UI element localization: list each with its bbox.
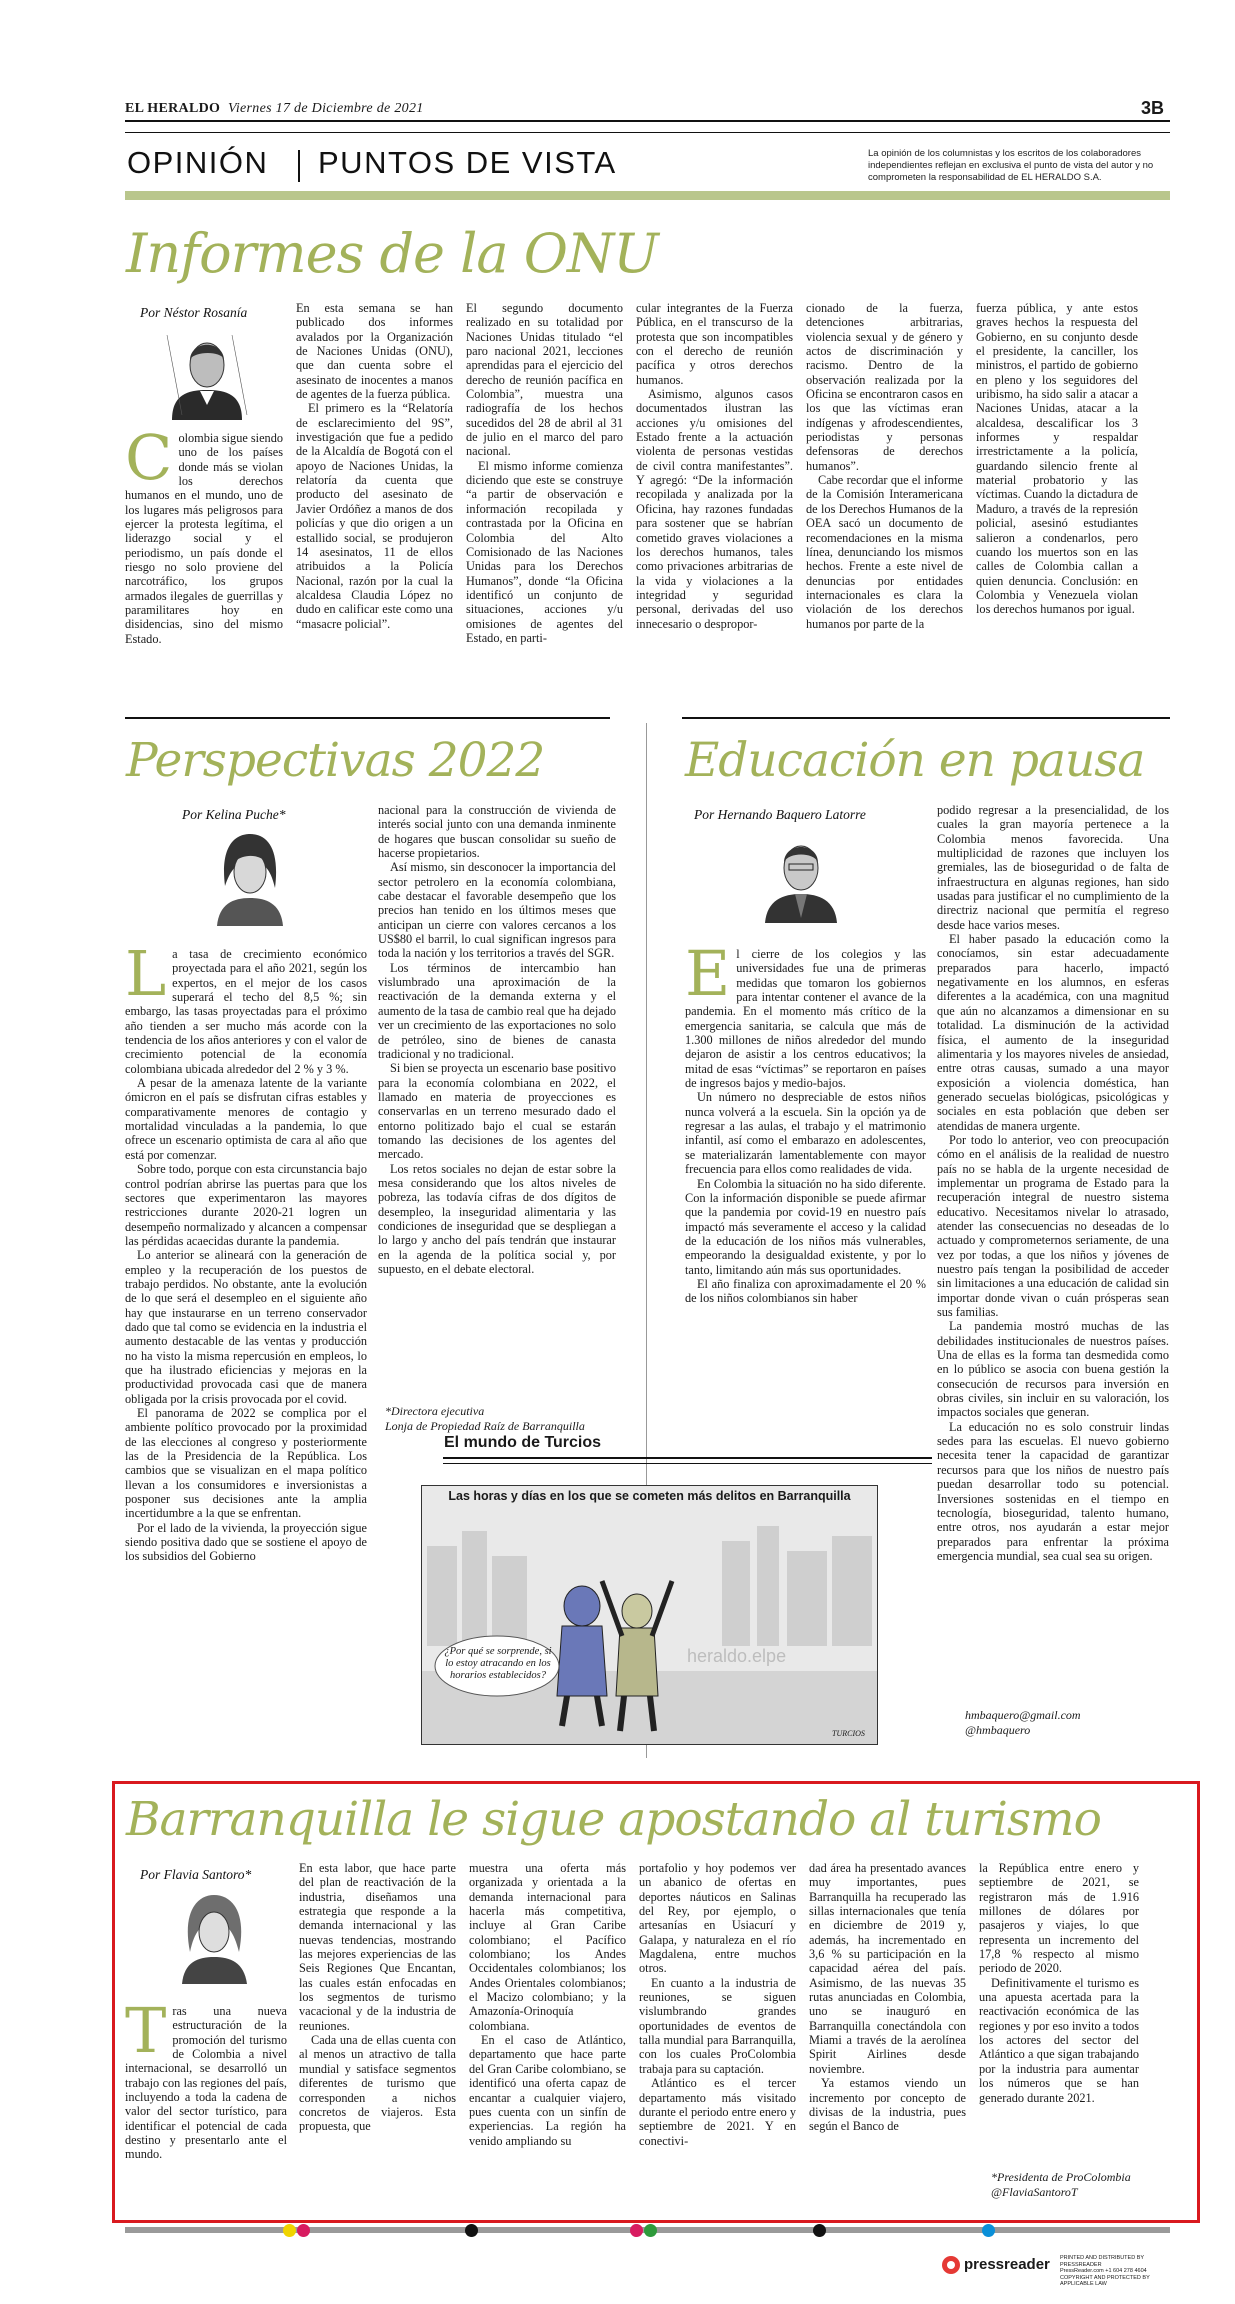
cartoon-section-title: El mundo de Turcios <box>444 1434 602 1451</box>
article4-col4 <box>639 1861 796 2209</box>
paragraph: A pesar de la amenaza latente de la variante ómicron en el país se disfrutan cifras estables y comparativamente menores de contagio y mortalidad vinculadas a la pandemia, lo que ofrece un escenario optimista de cara al año que está por comenzar. <box>125 1076 367 1162</box>
paragraph: Definitivamente el turismo es una apuesta acertada para la reactivación económica de las regiones y por eso invito a todos los actores del sector del Atlántico a que sigan trabajando por la industria para aumentar los números que se han generado durante 2021. <box>979 1975 1139 2105</box>
article1-col3 <box>466 301 623 696</box>
article4-col2 <box>299 1861 456 2209</box>
paragraph: Asimismo, algunos casos documentados ilustran las acciones y/u omisiones del Estado frente a la actuación violenta de personas vestidas de civil contra manifestantes”. Y agregó: “De la información recopilada y analizada por la Oficina, hay razones fundadas para sostener que se habrían cometido graves violaciones a los derechos humanos, tales como privaciones arbitrarias de la vida y violaciones a la integridad y seguridad personal, derivadas del uso innecesario o despropor- <box>636 387 793 631</box>
cartoon-watermark: heraldo.elpe <box>687 1646 787 1666</box>
article4-byline: Por Flavia Santoro* <box>140 1867 252 1882</box>
paragraph: El año finaliza con aproximadamente el 20 % de los niños colombianos sin haber <box>685 1276 926 1306</box>
paragraph: podido regresar a la presencialidad, de los cuales la gran mayoría pertenece a la Colombia menos favorecida. Una multiplicidad de razones que incluyen los gremiales, las de bioseguridad o de falta de infraestructura en algunas regiones, han sido usadas para justificar el no cumplimiento de la directriz nacional que permitía el regreso desde hace varios meses. <box>937 803 1169 932</box>
paragraph: El primero es la “Relatoría de esclarecimiento del 9S”, investigación que fue a pedido de la Alcaldía de Bogotá con el apoyo de Naciones Unidas, la relatoría da cuenta que producto del asesinato de Javier Ordóñez a manos de dos policías y que dio origen a un estallido social, se produjeron 14 asesinatos, 11 de ellos atribuidos a la Policía Nacional, razón por la cual la alcaldesa Claudia López no dudo en calificar este como una “masacre policial”. <box>296 401 453 631</box>
paragraph: La pandemia mostró muchas de las debilidades institucionales de nuestros países. Una de ellas es la forma tan desmedida como en lo público se asocia con buena gestión la consecución de recursos para inversión en obras civiles, sin incluir en su valoración, los impactos sociales que generan. <box>937 1319 1169 1420</box>
article2-headline: Perspectivas 2022 <box>126 733 545 788</box>
paragraph: En cuanto a la industria de reuniones, se siguen vislumbrando grandes oportunidades de eventos de talla mundial para Barranquilla, con los cuales ProColombia trabaja para su captación. <box>639 1975 796 2076</box>
registration-dot-yellow <box>283 2224 296 2237</box>
paragraph: nacional para la construcción de vivienda de interés social junto con una demanda inminente de hogares que buscan consolidar su sueño de hacerse propietarios. <box>378 803 616 861</box>
article3-dropcap: E <box>685 947 731 1010</box>
paragraph: Ya estamos viendo un incremento por concepto de divisas de la industria, pues según el Banco de <box>809 2076 966 2134</box>
paragraph: El haber pasado la educación como la conocíamos, sin estar adecuadamente preparados para hacerlo, impactó negativamente en los alumnos, en esferas diferentes a la académica, con una magnitud que aún no alcanzamos a dimensionar en su totalidad. La disminución de la actividad física, el aumento de la inseguridad alimentaria y los mayores niveles de ansiedad, entre otras causas, sumado a una mayor exposición a violencia doméstica, han generado secuelas biológicas, psicológicas y sociales en esta población que deben ser atendidas de manera urgente. <box>937 932 1169 1133</box>
article3-byline: Por Hernando Baquero Latorre <box>694 807 866 822</box>
paragraph: Los retos sociales no dejan de estar sobre la mesa considerando que los altos niveles de pobreza, las todavía cifras de dos dígitos de desempleo, la inseguridad alimentaria y las condiciones de inseguridad que se despliegan a lo largo y ancho del país tendrán que instaurar en la agenda de la política social y, por supuesto, en el debate electoral. <box>378 1161 616 1276</box>
article2-col1-text: a tasa de crecimiento económico proyectada para el año 2021, según los expertos, en el mejor de los casos superará el techo del 8,5 %; sin embargo, las tasas proyectadas para el próximo año tienden a ser mucho más acorde con la tendencia de los años anteriores y con el valor de crecimiento potencial de la economía colombiana ubicada alrededor del 2 % y 3 %. <box>125 947 367 1076</box>
paragraph: cionado de la fuerza, detenciones arbitrarias, violencia sexual y de género y actos de discriminación y racismo. Dentro de la observación realizada por la Oficina se encontraron casos en los que las víctimas eran indígenas y afrodescendientes, periodistas y personas defensoras de derechos humanos”. <box>806 301 963 473</box>
paragraph: Un número no despreciable de estos niños nunca volverá a la escuela. Sin la opción ya de regresar a las aulas, el trabajo y el matrimonio infantil, así como el embarazo en adolescentes, se materializarán lamentablemente con mayor frecuencia para ellos como realidades de vida. <box>685 1090 926 1177</box>
pressreader-brand: pressreader <box>964 2256 1050 2273</box>
registration-dot-green <box>644 2224 657 2237</box>
paper-name: EL HERALDO <box>125 101 221 116</box>
paragraph: Por todo lo anterior, veo con preocupación cómo en el análisis de la realidad de nuestro país no se habla de la urgente necesidad de implementar un programa de Estado para la recuperación integral de nuestro sistema educativo. Necesitamos nivelar lo atrasado, atender las consecuencias no deseadas de lo actuado y comprometernos seriamente, de una vez por todas, a que los niños y jóvenes de nuestro país tengan la posibilidad de acceder sin limitaciones a una educación de calidad sin importar donde vivan o cuán prósperas sean sus familias. <box>937 1132 1169 1320</box>
paragraph: Así mismo, sin desconocer la importancia del sector petrolero en la economía colombiana, cabe destacar el favorable desempeño que los precios han tenido en los últimos meses que anticipan un cierre con valores cercanos a los US$80 el barril, lo cual significan ingresos para toda la nación y los territorios a través del SGR. <box>378 860 616 961</box>
paragraph: cular integrantes de la Fuerza Pública, en el transcurso de la protesta que son incompatibles con el derecho de reunión pacífica y otros derechos humanos. <box>636 301 793 387</box>
separator-right <box>682 717 1170 719</box>
paragraph: muestra una oferta más organizada y orientada a la demanda internacional para hacerla más competitiva, incluye al Gran Caribe colombiano; el Pacífico colombiano; los Andes Occidentales colombianos; los Andes Orientales colombianos; el Macizo colombiano; y la Amazonía-Orinoquía colombiana. <box>469 1861 626 2033</box>
cartoon-frame <box>421 1485 878 1745</box>
paragraph: Atlántico es el tercer departamento más visitado durante el periodo entre enero y septiembre de 2021. Y en conectivi- <box>639 2076 796 2148</box>
paragraph: la República entre enero y septiembre de 2021, se registraron más de 1.916 millones de dólares por pasajeros y viajes, lo que representa un incremento del 17,8 % respecto al mismo periodo de 2020. <box>979 1861 1139 1976</box>
article1-dropcap: C <box>125 431 173 494</box>
pressreader-logo-icon <box>942 2256 960 2274</box>
cartoon-rule <box>443 1457 932 1459</box>
paragraph: Por el lado de la vivienda, la proyección sigue siendo positiva dado que se sostiene el apoyo de los subsidios del Gobierno <box>125 1520 367 1564</box>
cartoon-speech: ¿Por qué se sorprende, si lo estoy atracando en los horarios establecidos? <box>444 1646 552 1681</box>
article2-col2 <box>378 803 616 1403</box>
article4-col1-text: ras una nueva estructuración de la promoción del turismo de Colombia a nivel internacional, se desarrolló un trabajo con las regiones del país, incluyendo a toda la cadena de valor del sector turístico, para identificar el potencial de cada destino y presentarlo ante el mundo. <box>125 2004 287 2162</box>
registration-dot-black-2 <box>813 2224 826 2237</box>
paragraph: portafolio y hoy podemos ver un abanico de ofertas en deportes náuticos en Salinas del Rey, por ejemplo, o artesanías en Usiacurí y Galapa, y naturaleza en el río Magdalena, entre muchos otros. <box>639 1861 796 1976</box>
section-disclaimer: La opinión de los columnistas y los escritos de los colaboradores independientes reflejan en exclusiva el punto de vista del autor y no comprometen la responsabilidad de EL HERALDO S.A. <box>868 148 1154 183</box>
paragraph: En esta labor, que hace parte del plan de reactivación de la industria, diseñamos una estrategia que responde a la demanda internacional y las nuevas tendencias, mostrando las mejores experiencias de las Seis Regiones Que Encantan, las cuales están enfocadas en los segmentos de turismo vacacional y de la industria de reuniones. <box>299 1861 456 2033</box>
article1-col5 <box>806 301 963 696</box>
article1-col2 <box>296 301 453 696</box>
separator-left <box>125 717 610 719</box>
paragraph: Cada una de ellas cuenta con al menos un atractivo de talla mundial y satisface segmentos diferentes de turismo que corresponden a nichos concretos de viajeros. Esta propuesta, que <box>299 2033 456 2134</box>
article4-col3 <box>469 1861 626 2209</box>
article3-headline: Educación en pausa <box>685 733 1145 788</box>
paragraph: Los términos de intercambio han vislumbrado una aproximación de la reactivación de la demanda externa y el aumento de la tasa de cambio real que ha dejado ver un crecimiento de las exportaciones no solo de petróleo, sino de bienes de canasta tradicional y no tradicional. <box>378 960 616 1061</box>
paragraph: El mismo informe comienza diciendo que este se construye “a partir de observación e información recopilada y contrastada por la Oficina en Colombia del Alto Comisionado de las Naciones Unidas para los Derechos Humanos”, donde “la Oficina identificó un conjunto de situaciones, acciones y/u omisiones de agentes del Estado, en parti- <box>466 458 623 645</box>
article2-col1 <box>125 947 367 1755</box>
article1-col1-text: olombia sigue siendo uno de los países donde más se violan los derechos humanos en el mundo, uno de los lugares más peligrosos para ejercer la protesta legítima, el liderazgo social y el periodismo, un país donde el riesgo no solo proviene del narcotráfico, los grupos armados ilegales de guerrillas y paramilitares hoy en disidencias, sino del mismo Estado. <box>125 431 283 646</box>
cartoon-illustration <box>422 1486 877 1744</box>
paragraph: Si bien se proyecta un escenario base positivo para la economía colombiana en 2022, el llamado en materia de proyecciones es conservarlas en un terreno mesurado dado el entorno politizado bajo el cual se estarán tomando las decisiones de los agentes del mercado. <box>378 1061 616 1162</box>
article2-byline: Por Kelina Puche* <box>182 807 286 822</box>
cartoon-title: Las horas y días en los que se cometen más delitos en Barranquilla <box>448 1489 851 1503</box>
article1-col4 <box>636 301 793 696</box>
section-divider <box>298 150 300 182</box>
article4-col1 <box>125 2004 287 2209</box>
registration-dot-black <box>465 2224 478 2237</box>
registration-dot-magenta <box>297 2224 310 2237</box>
article4-col6 <box>979 1861 1139 2166</box>
paragraph: En esta semana se han publicado dos informes avalados por la Organización de Naciones Unidas (ONU), que dan cuenta sobre el asesinato de inocentes a manos de agentes de la fuerza pública. <box>296 301 453 402</box>
section-title: OPINIÓN <box>127 145 269 180</box>
article4-dropcap: T <box>125 2004 167 2067</box>
top-rule <box>125 120 1170 122</box>
masthead <box>125 101 424 117</box>
author-photo-rosania <box>162 325 252 420</box>
article3-col2 <box>937 803 1169 1703</box>
article3-col1-text: l cierre de los colegios y las universidades fue una de primeras medidas que tomaron los gobiernos para intentar contener el avance de la pandemia. En el momento más crítico de la emergencia sanitaria, se calcula que más de 1.300 millones de niños alrededor del mundo dejaron de asistir a los centros educativos; la mitad de esas “víctimas” se reportaron en países de ingresos bajos y medio-bajos. <box>685 947 926 1091</box>
cartoon-signature: TURCIOS <box>832 1729 865 1738</box>
article1-col6: fuerza pública, y ante estos graves hechos la respuesta del Gobierno, en su conjunto desde el presidente, la canciller, los ministros, el partido de gobierno en pleno y los seguidores del uribismo, ha sido salir a atacar a Naciones Unidas, atacar a la alcaldesa, descalificar los 3 informes y respaldar irrestrictamente a la policía, guardando silencio frente al material probatorio y las víctimas. Cuando la dictadura de Maduro, a través de la represión policial, asesinó estudiantes salieron a condenarlos, pero cuando los muertos son en las calles de Colombia callan a quien denuncia. Conclusión: en Colombia y Venezuela violan los derechos humanos por igual. <box>976 301 1138 617</box>
pressreader-fineprint: PRINTED AND DISTRIBUTED BY PRESSREADER PressReader.com +1 604 278 4604 COPYRIGHT AND PROTECTED BY APPLICABLE LAW <box>1060 2255 1150 2287</box>
section-subtitle: PUNTOS DE VISTA <box>318 145 617 180</box>
author-photo-baquero <box>757 826 845 923</box>
issue-date: Viernes 17 de Diciembre de 2021 <box>228 101 424 116</box>
paragraph: dad área ha presentado avances muy importantes, pues Barranquilla ha recuperado las sillas internacionales que tenía en diciembre de 2019 y, además, ha incrementado en 3,6 % su participación en la capacidad aérea del país. Asimismo, de las nuevas 35 rutas anunciadas en Colombia, uno se inauguró en Barranquilla conectándola con Miami a través de la aerolínea Spirit Airlines desde noviembre. <box>809 1861 966 2076</box>
paragraph: El panorama de 2022 se complica por el ambiente político provocado por la proximidad de las elecciones al congreso y posteriormente las de la Presidencia de la República. Los cambios que se visualizan en el mapa político llevan a los consumidores e inversionistas a posponer sus decisiones ante la amplia incertidumbre a la que se enfrentan. <box>125 1406 367 1521</box>
article2-dropcap: L <box>125 947 167 1010</box>
article3-signature: hmbaquero@gmail.com @hmbaquero <box>965 1708 1081 1737</box>
article2-signature: *Directora ejecutiva Lonja de Propiedad Raíz de Barranquilla <box>385 1404 585 1433</box>
paragraph: En Colombia la situación no ha sido diferente. Con la información disponible se puede afirmar que la pandemia por covid-19 en nuestro país impactó más severamente el acceso y la calidad de la educación de los niños más vulnerables, empeorando la desigualdad existente, y por lo tanto, limitando aún más sus oportunidades. <box>685 1176 926 1277</box>
paragraph: El segundo documento realizado en su totalidad por Naciones Unidas titulado “el paro nacional 2021, lecciones aprendidas para el ejercicio del derecho de reunión pacífica en Colombia”, muestra una radiografía de los hechos sucedidos del 28 de abril al 31 de julio en el marco del paro nacional. <box>466 301 623 459</box>
author-photo-puche <box>205 826 295 926</box>
paragraph: En el caso de Atlántico, departamento que hace parte del Gran Caribe colombiano, se identificó una oferta capaz de encantar a cualquier viajero, pues cuenta con un sinfín de experiencias. La región ha venido ampliando su <box>469 2033 626 2148</box>
article4-col5 <box>809 1861 966 2209</box>
section-bar <box>125 191 1170 200</box>
article1-headline: Informes de la ONU <box>126 222 658 285</box>
article4-headline: Barranquilla le sigue apostando al turismo <box>126 1792 1101 1847</box>
paragraph: La educación no es solo construir lindas sedes para las escuelas. El nuevo gobierno necesita tener la capacidad de garantizar recursos para que los niños de nuestro país puedan desarrollar todo su potencial. Inversiones sostenidas en el tiempo en tecnología, bioseguridad, talento humano, entre otros, nos ayudarán a estar mejor preparados para enfrentar la próxima emergencia mundial, sea cual sea su origen. <box>937 1419 1169 1563</box>
paragraph: Sobre todo, porque con esta circunstancia bajo control podrían abrirse las puertas para que los sectores que experimentaron las mayores restricciones durante 2020-21 logren un desempeño normalizado y alcancen a compensar las pérdidas acaecidas durante la pandemia. <box>125 1162 367 1248</box>
cartoon-rule-thin <box>443 1463 932 1464</box>
registration-dot-magenta-2 <box>630 2224 643 2237</box>
paragraph: Lo anterior se alineará con la generación de empleo y la recuperación de los puestos de trabajo perdidos. No obstante, ante la evolución de lo que será el desempleo en el siguiente año hay que instaurarse en un terreno conservador dado que tal como se evidencia en la industria el aumento destacable de las ventas y producción no ha visto la misma repercusión en empleos, lo que ha ilustrado eficiencias y mejoras en la productividad provocada casi que de manera obligada por la crisis provocada por el covid. <box>125 1248 367 1406</box>
article1-byline: Por Néstor Rosanía <box>140 305 248 320</box>
page-number: 3B <box>1141 98 1165 118</box>
paragraph: Cabe recordar que el informe de la Comisión Interamericana de los Derechos Humanos de la OEA sacó un documento de recomendaciones en la misma línea, denunciando los mismos hechos. Frente a este nivel de denuncias por entidades internacionales es clara la violación de los derechos humanos por parte de la <box>806 473 963 631</box>
article1-col1 <box>125 431 283 696</box>
author-photo-santoro <box>172 1887 257 1984</box>
registration-dot-cyan <box>982 2224 995 2237</box>
top-rule-thin <box>125 132 1170 133</box>
article4-signature: *Presidenta de ProColombia @FlaviaSantoroT <box>991 2170 1131 2199</box>
